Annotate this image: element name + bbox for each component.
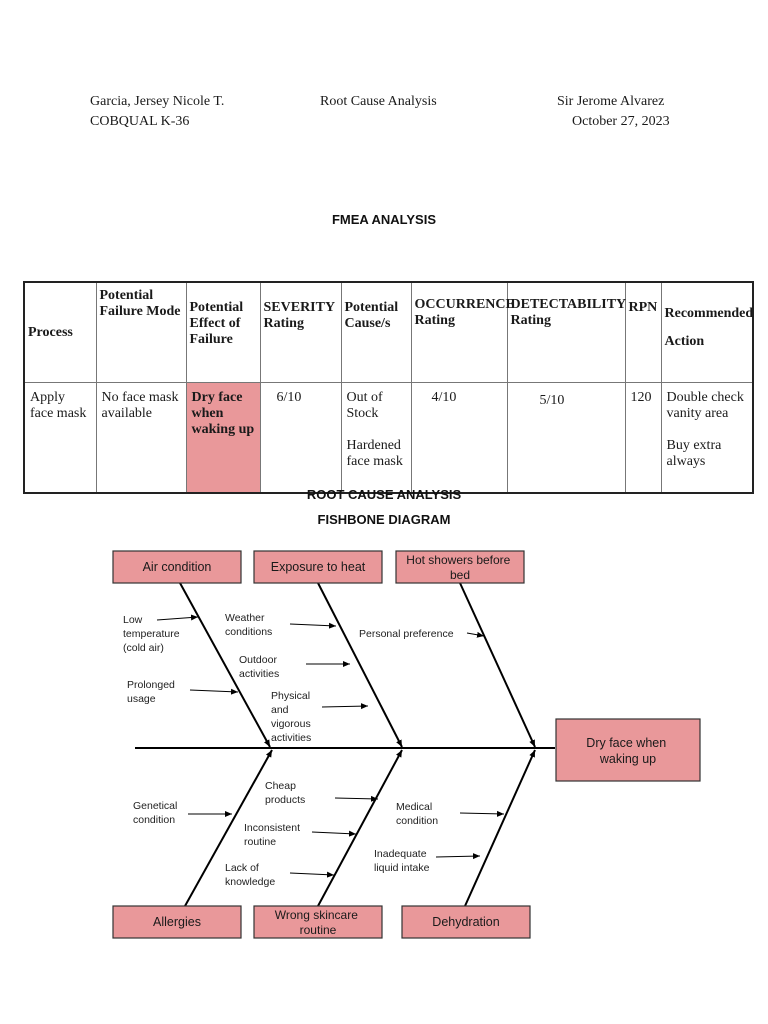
cause-cheap: Cheap products: [265, 780, 306, 806]
category-label-heat: Exposure to heat: [270, 560, 366, 574]
effect-head-label: Dry face when waking up: [586, 736, 667, 766]
cause-physical: Physical and vigorous activities: [271, 690, 312, 744]
cause-lack: Lack of knowledge: [225, 862, 276, 888]
category-label-skincare: Wrong skincare routine: [274, 908, 358, 937]
cause-inconsistent: Inconsistent routine: [244, 822, 301, 848]
cause-prolonged: Prolonged usage: [127, 679, 175, 705]
cause-inadequate: Inadequate liquid intake: [374, 848, 430, 874]
document-title: Root Cause Analysis: [320, 94, 437, 109]
arrow-cheap: [335, 798, 378, 799]
cause-outdoor: Outdoor activities: [239, 654, 280, 680]
arrow-weather: [290, 624, 336, 626]
col-header-occurrence: OCCURRENCE Rating: [411, 282, 507, 383]
col-header-detectability: DETECTABILITY Rating: [507, 282, 625, 383]
rca-title: ROOT CAUSE ANALYSIS: [306, 487, 462, 502]
col-header-process: Process: [24, 282, 96, 383]
arrow-personal: [467, 633, 484, 636]
student-section: COBQUAL K-36: [90, 114, 190, 129]
cell-detectability: 5/10: [507, 383, 625, 494]
cell-severity: 6/10: [260, 383, 341, 494]
cell-occurrence: 4/10: [411, 383, 507, 494]
action-item: Double check vanity area: [666, 390, 744, 421]
bone-skincare: [318, 750, 402, 906]
category-label-dehydration: Dehydration: [432, 915, 500, 929]
arrow-low-temp: [157, 617, 198, 620]
bone-exposure-heat: [318, 583, 402, 747]
cause-low-temp: Low temperature (cold air): [123, 614, 180, 654]
col-header-failure-mode: Potential Failure Mode: [96, 282, 186, 383]
cause-weather: Weather conditions: [225, 612, 273, 638]
action-item: Buy extra always: [666, 438, 722, 469]
arrow-inconsistent: [312, 832, 356, 834]
arrow-medical: [460, 813, 504, 814]
bone-hot-showers: [460, 583, 535, 747]
cell-effect: Dry face when waking up: [186, 383, 260, 494]
col-header-causes: Potential Cause/s: [341, 282, 411, 383]
col-header-action: Recommended Action: [661, 282, 753, 383]
cause-item: Out of Stock: [346, 390, 383, 421]
col-header-rpn: RPN: [625, 282, 661, 383]
cause-item: Hardened face mask: [346, 438, 403, 469]
category-label-air: Air condition: [142, 560, 212, 574]
cell-rpn: 120: [625, 383, 661, 494]
category-label-showers: Hot showers before bed: [406, 553, 511, 582]
document-date: October 27, 2023: [572, 114, 670, 129]
cause-genetical: Genetical condition: [133, 800, 178, 826]
cell-process: Apply face mask: [24, 383, 96, 494]
student-name: Garcia, Jersey Nicole T.: [90, 94, 225, 109]
arrow-prolonged: [190, 690, 238, 692]
col-header-effect: Potential Effect of Failure: [186, 282, 260, 383]
arrow-lack: [290, 873, 334, 875]
col-header-severity: SEVERITY Rating: [260, 282, 341, 383]
bone-dehydration: [465, 750, 535, 906]
cause-medical: Medical condition: [396, 801, 439, 827]
arrow-inadequate: [436, 856, 480, 857]
fmea-title: FMEA ANALYSIS: [331, 212, 436, 227]
cause-personal: Personal preference: [359, 628, 454, 640]
fishbone-title: FISHBONE DIAGRAM: [317, 512, 451, 527]
cell-failure-mode: No face mask available: [96, 383, 186, 494]
arrow-physical: [322, 706, 368, 707]
instructor-name: Sir Jerome Alvarez: [557, 94, 665, 109]
category-label-allergies: Allergies: [153, 915, 201, 929]
effect-head-box: [556, 719, 700, 781]
